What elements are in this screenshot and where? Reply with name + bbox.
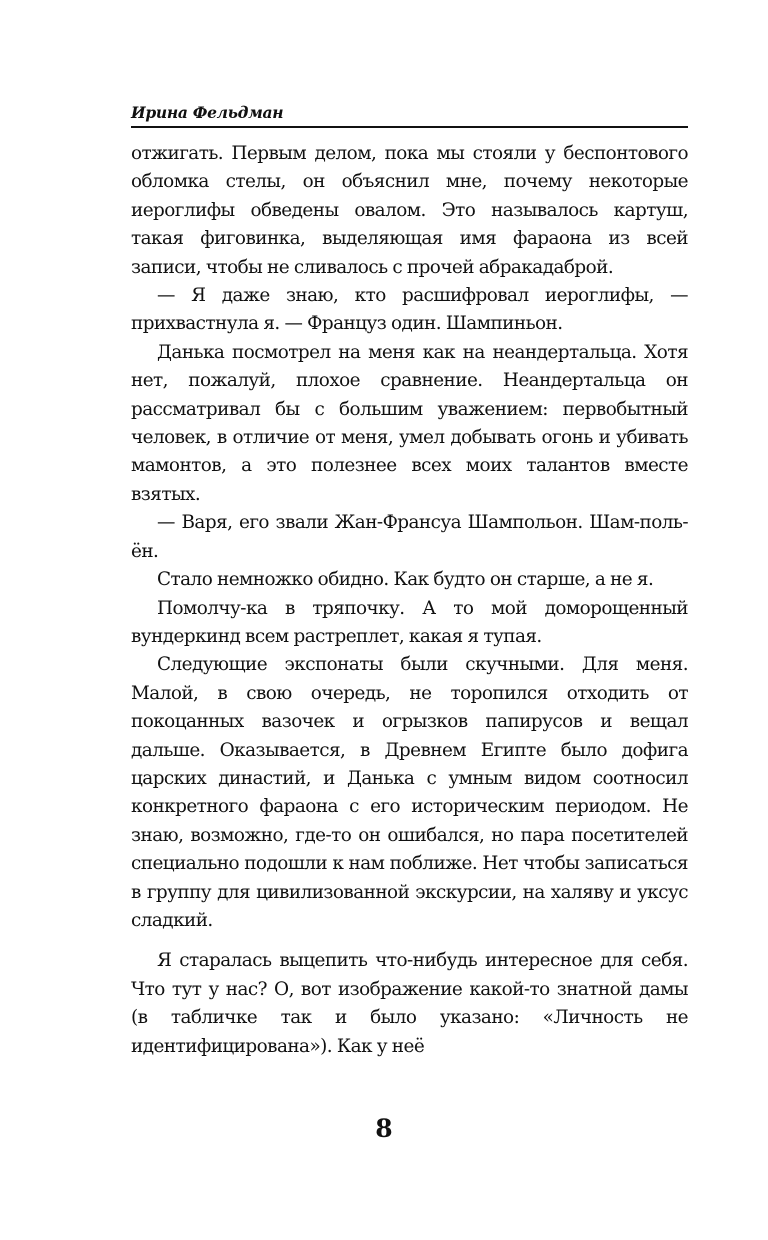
paragraph-4: — Варя, его звали Жан-Франсуа Шампольон. Шам-поль-ён. [131,512,688,562]
paragraph-8: Я старалась выцепить что-нибудь интересное для себя. Что тут у нас? О, вот изображение какой-то знатной дамы (в табличке так и было указано: «Личность не идентифицирована»). Как у неё [131,950,688,1057]
paragraph-5: Стало немножко обидно. Как будто он старше, а не я. [157,569,654,591]
header-author: Ирина Фельдман [131,103,284,122]
paragraph-1: отжигать. Первым делом, пока мы стояли у беспонтового обломка стелы, он объяснил мне, почему некоторые иероглифы обведены овалом. Это называлось картуш, такая фиговинка, выделяющая имя фараона из всей записи, чтобы не сливалось с прочей абракадаброй. [131,143,688,278]
paragraph-6: Помолчу-ка в тряпочку. А то мой доморощенный вундеркинд всем растреплет, какая я тупая. [131,597,688,647]
paragraph-2: — Я даже знаю, кто расшифровал иероглифы, — прихвастнула я. — Француз один. Шампиньон. [131,285,688,335]
body-text [131,140,688,1061]
paragraph-7: Следующие экспонаты были скучными. Для меня. Малой, в свою очередь, не торопился отходить от покоцанных вазочек и огрызков папирусов и вещал дальше. Оказывается, в Древнем Египте было дофига царских династий, и Данька с умным видом соотносил конкретного фараона с его историческим периодом. Не знаю, возможно, где-то он ошибался, но пара посетителей специально подошли к нам поближе. Нет чтобы записаться в группу для цивилизованной экскурсии, на халяву и уксус сладкий. [131,654,688,931]
page-number: 8 [375,1114,393,1143]
paragraph-3: Данька посмотрел на меня как на неандертальца. Хотя нет, пожалуй, плохое сравнение. Неандертальца он рассматривал бы с большим уважением: первобытный человек, в отличие от меня, умел добывать огонь и убивать мамонтов, а это полезнее всех моих талантов вместе взятых. [131,341,688,505]
running-header [131,100,688,128]
